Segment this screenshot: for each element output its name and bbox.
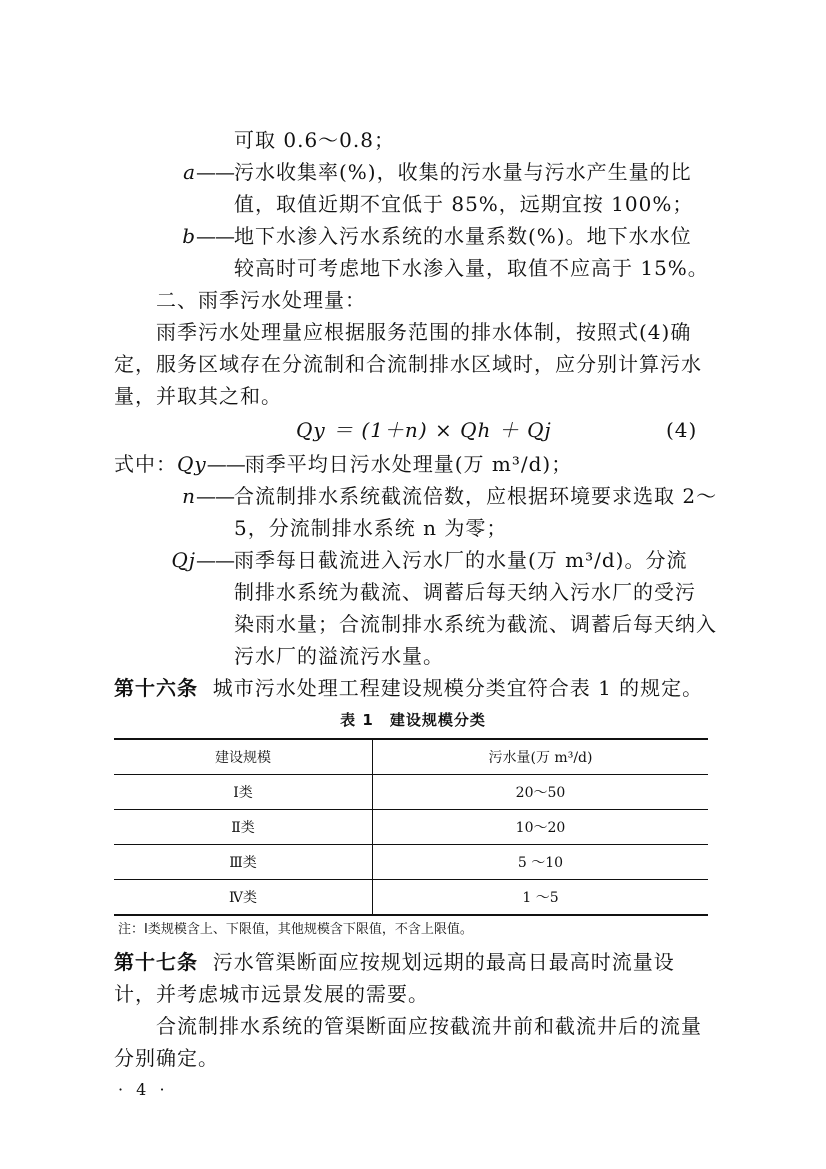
table-cell: 20～50 xyxy=(373,775,709,810)
table-cell: 10～20 xyxy=(373,810,709,845)
a-line1: 污水收集率(%)，收集的污水量与污水产生量的比 xyxy=(234,160,692,184)
table-1-caption: 表 1 建设规模分类 xyxy=(340,711,486,729)
table-cell: Ⅲ类 xyxy=(114,845,373,880)
article-16-label: 第十六条 xyxy=(114,676,198,700)
list-b-qy-item xyxy=(114,452,572,476)
table-1 xyxy=(114,738,708,916)
table-row xyxy=(114,845,708,880)
article-17-line1 xyxy=(114,950,675,974)
article-17-para-line2: 分别确定。 xyxy=(114,1046,219,1070)
term-n: n xyxy=(182,484,196,508)
term-a: a xyxy=(183,160,196,184)
b-line2: 较高时可考虑地下水渗入量，取值不应高于 15%。 xyxy=(234,256,709,280)
table-cell: Ⅰ类 xyxy=(114,775,373,810)
list-b-qj-item xyxy=(168,548,688,572)
article-17-line2: 计，并考虑城市远景发展的需要。 xyxy=(114,982,429,1006)
article-17-label: 第十七条 xyxy=(114,950,198,974)
table-header-cell: 建设规模 xyxy=(114,739,373,775)
formula-text: Qy ＝ (1＋n) × Qh ＋ Qj xyxy=(296,418,552,442)
table-cell: 1 ～5 xyxy=(373,880,709,916)
table-1-note: 注：Ⅰ类规模含上、下限值，其他规模含下限值，不含上限值。 xyxy=(118,922,473,937)
table-row xyxy=(114,880,708,916)
dash: —— xyxy=(196,224,234,248)
article-17-text: 污水管渠断面应按规划远期的最高日最高时流量设 xyxy=(212,950,675,974)
qj-line2: 制排水系统为截流、调蓄后每天纳入污水厂的受污 xyxy=(234,580,696,604)
n-line2: 5，分流制排水系统 n 为零； xyxy=(234,516,508,540)
term-b: b xyxy=(182,224,196,248)
table-row xyxy=(114,775,708,810)
dash: —— xyxy=(196,548,234,572)
table-cell: 5 ～10 xyxy=(373,845,709,880)
section-2-para-line1: 雨季污水处理量应根据服务范围的排水体制，按照式(4)确 xyxy=(156,320,692,344)
article-17-para-line1: 合流制排水系统的管渠断面应按截流井前和截流井后的流量 xyxy=(156,1014,702,1038)
table-cell: Ⅳ类 xyxy=(114,880,373,916)
list-a-a-item xyxy=(178,160,692,184)
list-b-prefix: 式中： xyxy=(114,452,177,476)
article-16-text: 城市污水处理工程建设规模分类宜符合表 1 的规定。 xyxy=(212,676,704,700)
a-line2: 值，取值近期不宜低于 85%，远期宜按 100%； xyxy=(234,192,694,216)
dash: —— xyxy=(196,160,234,184)
list-a-line0: 可取 0.6～0.8； xyxy=(234,128,395,152)
qj-line1: 雨季每日截流进入污水厂的水量(万 m³/d)。分流 xyxy=(234,548,688,572)
table-row xyxy=(114,810,708,845)
term-qy: Qy xyxy=(177,452,207,476)
table-header-cell: 污水量(万 m³/d) xyxy=(373,739,709,775)
qy-line1: 雨季平均日污水处理量(万 m³/d)； xyxy=(244,452,573,476)
dash: —— xyxy=(206,452,245,476)
list-b-n-item xyxy=(178,484,717,508)
page-number: · 4 · xyxy=(118,1080,169,1099)
qj-line4: 污水厂的溢流污水量。 xyxy=(234,644,444,668)
n-line1: 合流制排水系统截流倍数，应根据环境要求选取 2～ xyxy=(234,484,718,508)
table-cell: Ⅱ类 xyxy=(114,810,373,845)
qj-line3: 染雨水量；合流制排水系统为截流、调蓄后每天纳入 xyxy=(234,612,717,636)
b-line1: 地下水渗入污水系统的水量系数(%)。地下水水位 xyxy=(234,224,692,248)
term-qj: Qj xyxy=(171,548,196,572)
dash: —— xyxy=(196,484,234,508)
article-16 xyxy=(114,676,703,700)
formula-number: (4) xyxy=(666,418,698,442)
section-2-para-line3: 量，并取其之和。 xyxy=(114,384,282,408)
table-header-row xyxy=(114,739,708,775)
section-2-para-line2: 定，服务区域存在分流制和合流制排水区域时，应分别计算污水 xyxy=(114,352,702,376)
section-2-heading: 二、雨季污水处理量： xyxy=(156,288,366,312)
list-a-b-item xyxy=(178,224,692,248)
